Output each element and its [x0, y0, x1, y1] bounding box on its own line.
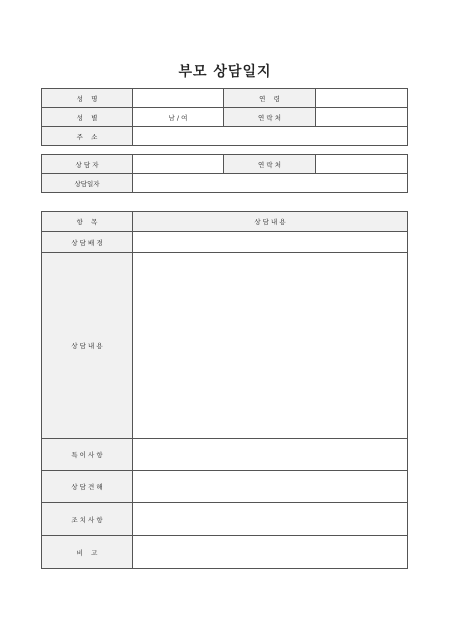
- row-remarks-field[interactable]: [133, 536, 408, 569]
- row-notes-label: 특 이 사 항: [42, 439, 133, 471]
- counselor-contact-field[interactable]: [316, 155, 408, 174]
- address-label: 주 소: [42, 127, 133, 146]
- date-field[interactable]: [133, 174, 408, 193]
- address-field[interactable]: [133, 127, 408, 146]
- age-field[interactable]: [316, 89, 408, 108]
- counselor-contact-label: 연 락 처: [224, 155, 316, 174]
- row-opinion-label: 상 담 견 해: [42, 471, 133, 503]
- counseling-table: [41, 211, 408, 569]
- header-content: 상 담 내 용: [133, 212, 408, 232]
- date-label: 상담일자: [42, 174, 133, 193]
- row-remarks-label: 비 고: [42, 536, 133, 569]
- counselor-label: 상 담 자: [42, 155, 133, 174]
- contact-label: 연 락 처: [224, 108, 316, 127]
- counselor-field[interactable]: [133, 155, 224, 174]
- row-content-label: 상 담 내 용: [42, 253, 133, 439]
- header-item: 항 목: [42, 212, 133, 232]
- name-label: 성 명: [42, 89, 133, 108]
- age-label: 연 령: [224, 89, 316, 108]
- counselor-info-table: [41, 154, 408, 193]
- row-background-field[interactable]: [133, 232, 408, 253]
- name-field[interactable]: [133, 89, 224, 108]
- row-background-label: 상 담 배 경: [42, 232, 133, 253]
- row-content-field[interactable]: [133, 253, 408, 439]
- contact-field[interactable]: [316, 108, 408, 127]
- page-title: 부모 상담일지: [178, 64, 272, 80]
- row-action-field[interactable]: [133, 503, 408, 536]
- gender-field[interactable]: 남 / 여: [133, 108, 224, 127]
- gender-label: 성 별: [42, 108, 133, 127]
- row-opinion-field[interactable]: [133, 471, 408, 503]
- row-notes-field[interactable]: [133, 439, 408, 471]
- row-action-label: 조 치 사 항: [42, 503, 133, 536]
- parent-info-table: [41, 88, 408, 146]
